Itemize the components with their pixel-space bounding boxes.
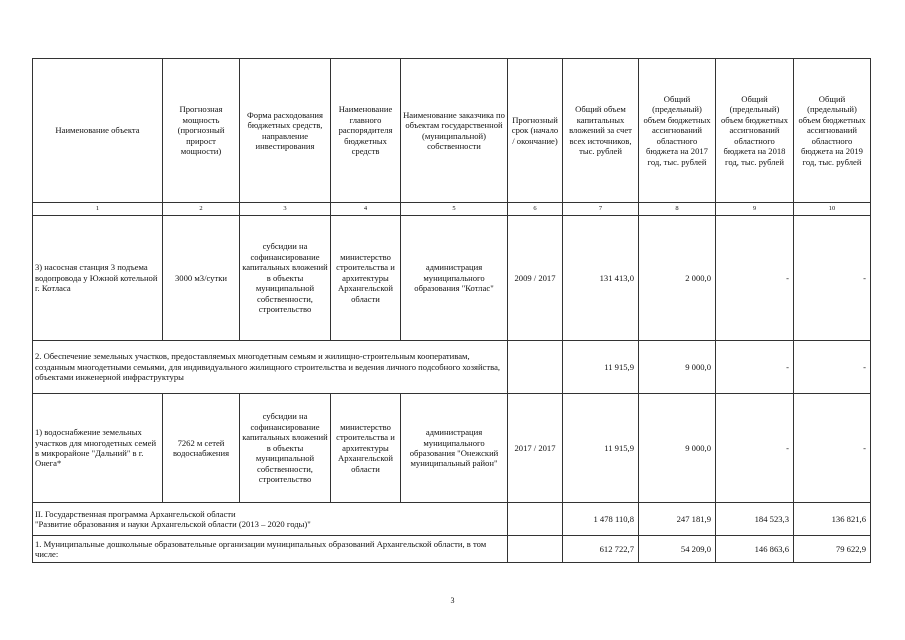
header-2018: Общий (предельный) объем бюджетных ассигнований областного бюджета на 2018 год, тыс. рублей (716, 59, 794, 203)
value-2017: 54 209,0 (639, 536, 716, 563)
col-number: 8 (639, 203, 716, 216)
value-2018: - (716, 394, 794, 503)
object-name: 3) насосная станция 3 подъема водопровода у Южной котельной г. Котласа (33, 216, 163, 341)
table-row (33, 341, 871, 394)
value-2019: - (794, 394, 871, 503)
col-number: 7 (563, 203, 639, 216)
budget-manager: министерство строительства и архитектуры Архангельской области (331, 216, 401, 341)
table-row (33, 536, 871, 563)
col-number: 2 (163, 203, 240, 216)
total-value: 11 915,9 (563, 394, 639, 503)
total-value: 131 413,0 (563, 216, 639, 341)
term: 2009 / 2017 (508, 216, 563, 341)
empty-cell (508, 536, 563, 563)
customer: администрация муниципального образования "Онежский муниципальный район" (401, 394, 508, 503)
value-2017: 2 000,0 (639, 216, 716, 341)
header-total: Общий объем капитальных вложений за счет всех источников, тыс. рублей (563, 59, 639, 203)
empty-cell (508, 341, 563, 394)
header-2017: Общий (предельный) объем бюджетных ассигнований областного бюджета на 2017 год, тыс. рублей (639, 59, 716, 203)
customer: администрация муниципального образования "Котлас" (401, 216, 508, 341)
capital-investments-table (32, 58, 871, 563)
empty-cell (508, 503, 563, 536)
section-title: 1. Муниципальные дошкольные образовательные организации муниципальных образований Архангельской области, в том числе: (33, 536, 508, 563)
header-object-name: Наименование объекта (33, 59, 163, 203)
col-number: 3 (240, 203, 331, 216)
value-2019: 136 821,6 (794, 503, 871, 536)
budget-manager: министерство строительства и архитектуры Архангельской области (331, 394, 401, 503)
value-2019: 79 622,9 (794, 536, 871, 563)
col-number: 10 (794, 203, 871, 216)
program-title (33, 503, 508, 536)
value-2017: 247 181,9 (639, 503, 716, 536)
header-budget-manager: Наименование главного распорядителя бюджетных средств (331, 59, 401, 203)
capacity: 7262 м сетей водоснабжения (163, 394, 240, 503)
col-number: 9 (716, 203, 794, 216)
total-value: 11 915,9 (563, 341, 639, 394)
value-2018: 184 523,3 (716, 503, 794, 536)
header-customer: Наименование заказчика по объектам государственной (муниципальной) собственности (401, 59, 508, 203)
spending-form: субсидии на софинансирование капитальных вложений в объекты муниципальной собственности, строительство (240, 216, 331, 341)
value-2018: 146 863,6 (716, 536, 794, 563)
header-2019: Общий (предельный) объем бюджетных ассигнований областного бюджета на 2019 год, тыс. рублей (794, 59, 871, 203)
value-2017: 9 000,0 (639, 341, 716, 394)
capacity: 3000 м3/сутки (163, 216, 240, 341)
col-number: 1 (33, 203, 163, 216)
header-spending-form: Форма расходования бюджетных средств, направление инвестирования (240, 59, 331, 203)
page-number: 3 (450, 596, 455, 605)
col-number: 6 (508, 203, 563, 216)
value-2018: - (716, 216, 794, 341)
col-number: 4 (331, 203, 401, 216)
header-capacity: Прогнозная мощность (прогнозный прирост мощности) (163, 59, 240, 203)
column-number-row (33, 203, 871, 216)
header-row (33, 59, 871, 203)
table-row (33, 394, 871, 503)
term: 2017 / 2017 (508, 394, 563, 503)
object-name: 1) водоснабжение земельных участков для многодетных семей в микрорайоне "Дальний" в г. Онега* (33, 394, 163, 503)
section-title: 2. Обеспечение земельных участков, предоставляемых многодетным семьям и жилищно-строительным кооперативам, созданным многодетными семьями, для индивидуального жилищного строительства и ведения личного подсобного хозяйства, объектами инженерной инфраструктуры (33, 341, 508, 394)
header-term: Прогнозный срок (начало / окончание) (508, 59, 563, 203)
program-title-line1: II. Государственная программа Архангельской области (35, 508, 236, 519)
value-2019: - (794, 341, 871, 394)
table-row (33, 216, 871, 341)
total-value: 1 478 110,8 (563, 503, 639, 536)
value-2017: 9 000,0 (639, 394, 716, 503)
total-value: 612 722,7 (563, 536, 639, 563)
program-title-line2: "Развитие образования и науки Архангельской области (2013 – 2020 годы)" (35, 519, 311, 529)
value-2018: - (716, 341, 794, 394)
spending-form: субсидии на софинансирование капитальных вложений в объекты муниципальной собственности, строительство (240, 394, 331, 503)
col-number: 5 (401, 203, 508, 216)
table-row (33, 503, 871, 536)
value-2019: - (794, 216, 871, 341)
